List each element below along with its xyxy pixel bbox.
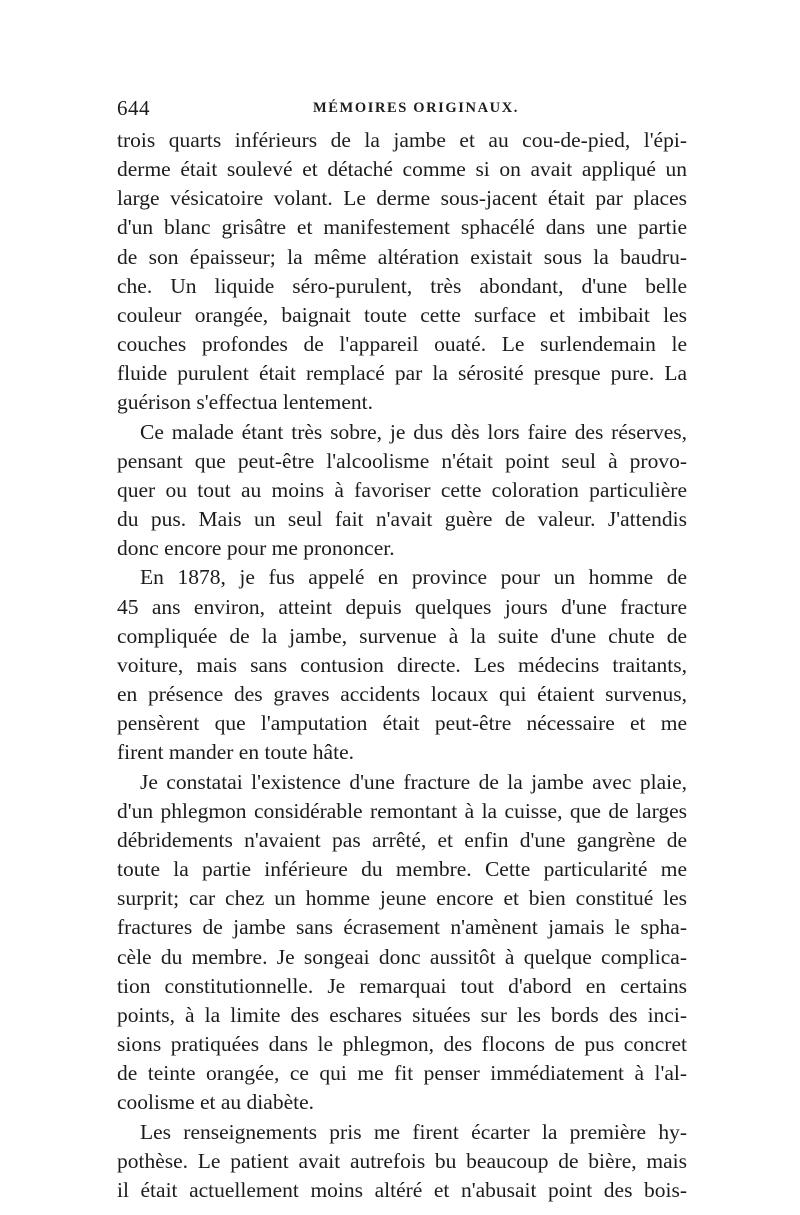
text-line: firent mander en toute hâte. xyxy=(117,740,354,765)
text-line: points, à la limite des eschares situées sur les bords des inci- xyxy=(117,1002,687,1027)
text-line: couches profondes de l'appareil ouaté. Le surlendemain le xyxy=(117,332,687,357)
text-line: sions pratiquées dans le phlegmon, des flocons de pus concret xyxy=(117,1032,687,1057)
text-line: trois quarts inférieurs de la jambe et au cou-de-pied, l'épi- xyxy=(117,128,687,152)
text-line-overflow: il était actuellement moins altéré et n'abusait point des bois- xyxy=(117,1177,687,1202)
text-line: d'un blanc grisâtre et manifestement sphacélé dans une partie xyxy=(117,215,687,240)
paragraph-first-line: Les renseignements pris me firent écarter la première hy- xyxy=(140,1119,687,1144)
paragraph-first-line: Je constatai l'existence d'une fracture de la jambe avec plaie, xyxy=(140,769,687,794)
text-line: fluide purulent était remplacé par la sérosité presque pure. La xyxy=(117,361,687,386)
text-line: couleur orangée, baignait toute cette surface et imbibait les xyxy=(117,302,687,327)
text-line: coolisme et au diabète. xyxy=(117,1090,315,1115)
paragraph-first-line: En 1878, je fus appelé en province pour un homme de xyxy=(140,565,687,590)
text-line: quer ou tout au moins à favoriser cette coloration particulière xyxy=(117,477,687,502)
text-line: de son épaisseur; la même altération existait sous la baudru- xyxy=(117,244,687,269)
text-line: guérison s'effectua lentement. xyxy=(117,390,374,415)
text-line: 45 ans environ, atteint depuis quelques jours d'une fracture xyxy=(117,594,687,619)
text-line: fractures de jambe sans écrasement n'amènent jamais le spha- xyxy=(117,915,687,940)
text-line: large vésicatoire volant. Le derme sous-jacent était par places xyxy=(117,186,687,211)
running-title: MÉMOIRES ORIGINAUX. xyxy=(313,100,520,116)
text-line: donc encore pour me prononcer. xyxy=(117,536,395,561)
text-line: en présence des graves accidents locaux qui étaient survenus, xyxy=(117,682,687,707)
text-line: pensèrent que l'amputation était peut-être nécessaire et me xyxy=(117,711,687,736)
text-line: tion constitutionnelle. Je remarquai tout d'abord en certains xyxy=(117,973,687,998)
text-line: pensant que peut-être l'alcoolisme n'était point seul à provo- xyxy=(117,448,687,473)
text-line: che. Un liquide séro-purulent, très abondant, d'une belle xyxy=(117,273,687,298)
text-line: de teinte orangée, ce qui me fit penser immédiatement à l'al- xyxy=(117,1061,687,1086)
text-line: voiture, mais sans contusion directe. Les médecins traitants, xyxy=(117,652,687,677)
text-line: débridements n'avaient pas arrêté, et enfin d'une gangrène de xyxy=(117,827,687,852)
text-line: d'un phlegmon considérable remontant à la cuisse, que de larges xyxy=(117,798,687,823)
paragraph-first-line: Ce malade étant très sobre, je dus dès lors faire des réserves, xyxy=(140,419,687,444)
text-line: cèle du membre. Je songeai donc aussitôt à quelque complica- xyxy=(117,944,687,969)
text-line: surprit; car chez un homme jeune encore et bien constitué les xyxy=(117,886,687,911)
page-number: 644 xyxy=(117,96,150,120)
text-line: pothèse. Le patient avait autrefois bu beaucoup de bière, mais xyxy=(117,1148,687,1173)
text-line: derme était soulevé et détaché comme si on avait appliqué un xyxy=(117,157,687,182)
text-line: compliquée de la jambe, survenue à la suite d'une chute de xyxy=(117,623,687,648)
page-header xyxy=(117,96,687,124)
text-line: du pus. Mais un seul fait n'avait guère de valeur. J'attendis xyxy=(117,507,687,532)
text-line: toute la partie inférieure du membre. Cette particularité me xyxy=(117,857,687,882)
